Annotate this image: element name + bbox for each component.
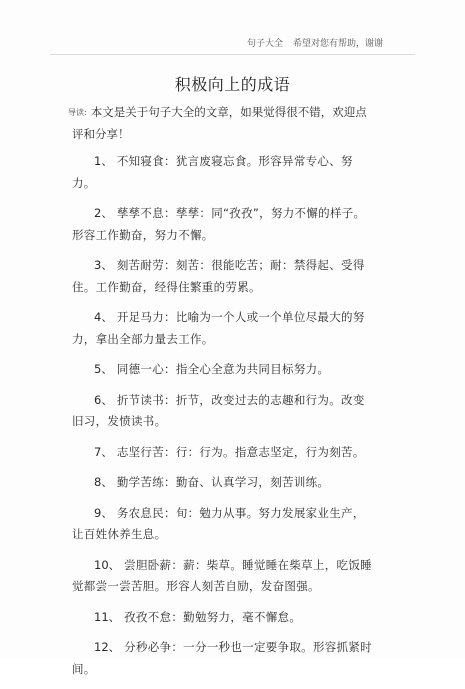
idiom-number: 4、 (94, 310, 113, 324)
idiom-item (72, 607, 372, 629)
idiom-item (72, 472, 372, 494)
document-body (68, 102, 372, 689)
page-title: 积极向上的成语 (174, 75, 291, 94)
header-divider (50, 54, 415, 55)
idiom-definition: 折节，改变过去的志趣和行为。改变旧习，发愤读书。 (72, 392, 365, 428)
idiom-definition: 旬：勉力从事。努力发展家业生产，让百姓休养生息。 (72, 505, 365, 541)
idiom-number: 6、 (94, 392, 113, 407)
idiom-definition: 勤奋、认真学习，刻苦训练。 (175, 475, 330, 489)
idiom-term: 孜孜不怠： (124, 609, 184, 624)
idiom-term: 刻苦耐劳： (116, 258, 176, 272)
idiom-definition: 指全心全意为共同目标努力。 (175, 362, 330, 376)
idiom-definition: 孳孳：同“孜孜”，努力不懈的样子。形容工作勤奋，努力不懈。 (72, 206, 366, 242)
idiom-item (72, 637, 372, 680)
idiom-item (72, 442, 372, 464)
idiom-term: 务农息民： (116, 505, 176, 520)
idiom-term: 开足马力： (116, 310, 176, 324)
idiom-term: 勤学苦练： (116, 475, 176, 489)
intro-paragraph (68, 102, 372, 145)
idiom-term: 折节读书： (116, 392, 176, 407)
idiom-item (72, 503, 372, 546)
idiom-definition: 勤勉努力，毫不懈怠。 (183, 609, 302, 624)
idiom-number: 12、 (94, 640, 121, 654)
idiom-item (72, 151, 372, 194)
idiom-number: 9、 (94, 505, 113, 520)
idiom-term: 不知寝食： (116, 154, 176, 168)
idiom-definition: 行：行为。指意志坚定，行为刻苦。 (175, 444, 365, 459)
idiom-number: 5、 (94, 362, 113, 376)
idiom-item (72, 307, 372, 350)
idiom-term: 分秒必争： (124, 640, 184, 654)
idiom-definition: 一分一秒也一定要争取。形容抓紧时间。 (72, 640, 372, 676)
idiom-term: 同德一心： (116, 362, 176, 376)
idiom-number: 7、 (94, 444, 113, 459)
header-left-text: 句子大全 (247, 39, 284, 49)
idiom-definition: 刻苦：很能吃苦；耐：禁得起、受得住。工作勤奋，经得住繁重的劳累。 (72, 258, 365, 294)
idiom-number: 11、 (94, 609, 121, 624)
idiom-term: 孳孳不息： (116, 206, 176, 220)
idiom-number: 3、 (94, 258, 113, 272)
idiom-item (72, 555, 372, 598)
idiom-definition: 比喻为一个人或一个单位尽最大的努力，拿出全部力量去工作。 (72, 310, 365, 346)
idiom-term: 志坚行苦： (116, 444, 176, 459)
idiom-definition: 犹言废寝忘食。形容异常专心、努力。 (72, 154, 353, 190)
idiom-item (72, 255, 372, 298)
intro-text: 本文是关于句子大全的文章，如果觉得很不错，欢迎点评和分享！ (72, 105, 367, 141)
idiom-number: 10、 (94, 557, 121, 572)
idiom-item (72, 359, 372, 381)
page-header (0, 36, 465, 52)
idiom-number: 2、 (94, 206, 113, 220)
header-right-text: 希望对您有帮助，谢谢 (293, 39, 384, 49)
idiom-number: 1、 (94, 154, 113, 168)
idiom-number: 8、 (94, 475, 113, 489)
idiom-definition: 薪：柴草。睡觉睡在柴草上，吃饭睡觉都尝一尝苦胆。形容人刻苦自励，发奋图强。 (72, 557, 372, 593)
idiom-item (72, 390, 372, 433)
idiom-item (72, 203, 372, 246)
idiom-term: 尝胆卧薪： (124, 557, 184, 572)
intro-label: 导读: (68, 108, 87, 117)
